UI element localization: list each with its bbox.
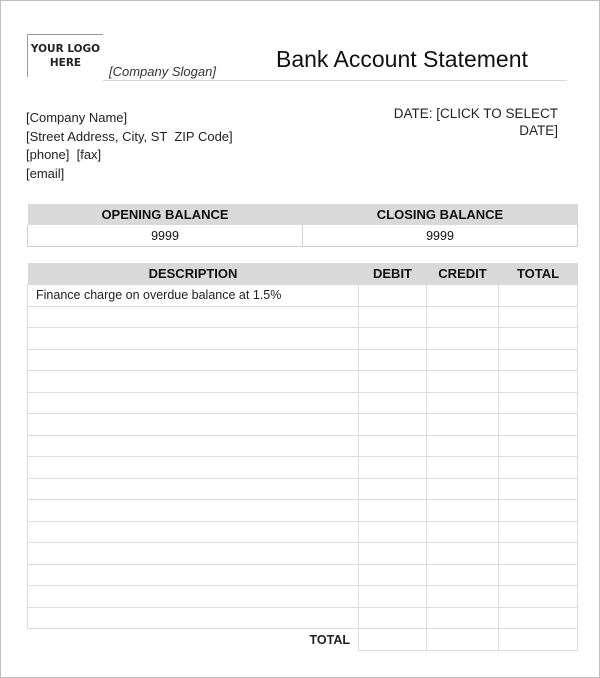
col-header-debit: DEBIT — [359, 263, 427, 285]
total-cell[interactable] — [499, 285, 578, 307]
total-cell[interactable] — [499, 414, 578, 436]
balance-table — [27, 204, 578, 247]
total-cell[interactable] — [499, 500, 578, 522]
credit-cell[interactable] — [427, 349, 499, 371]
description-cell[interactable] — [28, 414, 359, 436]
description-cell[interactable] — [28, 478, 359, 500]
description-cell[interactable] — [28, 521, 359, 543]
debit-cell[interactable] — [359, 371, 427, 393]
debit-cell[interactable] — [359, 607, 427, 629]
grand-total-debit[interactable] — [359, 629, 427, 651]
description-cell[interactable] — [28, 500, 359, 522]
description-cell[interactable] — [28, 349, 359, 371]
credit-cell[interactable] — [427, 414, 499, 436]
table-row — [28, 306, 578, 328]
table-row — [28, 564, 578, 586]
title-divider — [103, 80, 567, 81]
credit-cell[interactable] — [427, 435, 499, 457]
total-cell[interactable] — [499, 586, 578, 608]
description-cell[interactable] — [28, 457, 359, 479]
table-row — [28, 435, 578, 457]
credit-cell[interactable] — [427, 457, 499, 479]
description-cell[interactable] — [28, 586, 359, 608]
debit-cell[interactable] — [359, 564, 427, 586]
col-header-total: TOTAL — [499, 263, 578, 285]
debit-cell[interactable] — [359, 285, 427, 307]
debit-cell[interactable] — [359, 414, 427, 436]
transactions-table — [27, 263, 578, 651]
debit-cell[interactable] — [359, 306, 427, 328]
table-row — [28, 500, 578, 522]
debit-cell[interactable] — [359, 349, 427, 371]
credit-cell[interactable] — [427, 328, 499, 350]
debit-cell[interactable] — [359, 478, 427, 500]
street-address[interactable]: [Street Address, City, ST ZIP Code] — [26, 128, 233, 144]
debit-cell[interactable] — [359, 543, 427, 565]
date-label-line1: DATE: [CLICK TO SELECT — [393, 106, 558, 121]
total-cell[interactable] — [499, 306, 578, 328]
description-cell[interactable] — [28, 435, 359, 457]
table-row — [28, 586, 578, 608]
credit-cell[interactable] — [427, 306, 499, 328]
debit-cell[interactable] — [359, 392, 427, 414]
debit-cell[interactable] — [359, 435, 427, 457]
total-cell[interactable] — [499, 543, 578, 565]
description-cell[interactable] — [28, 564, 359, 586]
description-cell[interactable] — [28, 543, 359, 565]
credit-cell[interactable] — [427, 478, 499, 500]
credit-cell[interactable] — [427, 586, 499, 608]
company-address-block — [26, 109, 233, 183]
credit-cell[interactable] — [427, 543, 499, 565]
credit-cell[interactable] — [427, 392, 499, 414]
date-label-line2: DATE] — [519, 123, 558, 138]
table-row — [28, 328, 578, 350]
debit-cell[interactable] — [359, 500, 427, 522]
total-cell[interactable] — [499, 607, 578, 629]
credit-cell[interactable] — [427, 607, 499, 629]
credit-cell[interactable] — [427, 371, 499, 393]
grand-total-total[interactable] — [499, 629, 578, 651]
description-cell[interactable] — [28, 607, 359, 629]
date-picker-field[interactable] — [358, 105, 558, 139]
closing-balance-header: CLOSING BALANCE — [303, 204, 578, 225]
total-cell[interactable] — [499, 457, 578, 479]
table-row — [28, 392, 578, 414]
company-name[interactable]: [Company Name] — [26, 110, 128, 125]
credit-cell[interactable] — [427, 564, 499, 586]
credit-cell[interactable] — [427, 285, 499, 307]
credit-cell[interactable] — [427, 521, 499, 543]
opening-balance-value[interactable]: 9999 — [28, 225, 303, 247]
grand-total-label: TOTAL — [309, 632, 350, 647]
closing-balance-value[interactable]: 9999 — [303, 225, 578, 247]
debit-cell[interactable] — [359, 457, 427, 479]
description-cell[interactable] — [28, 392, 359, 414]
description-cell[interactable]: Finance charge on overdue balance at 1.5% — [28, 285, 359, 307]
table-header-row — [28, 263, 578, 285]
table-row — [28, 607, 578, 629]
table-row — [28, 457, 578, 479]
total-cell[interactable] — [499, 392, 578, 414]
page-title: Bank Account Statement — [276, 46, 528, 72]
description-cell[interactable] — [28, 328, 359, 350]
opening-balance-header: OPENING BALANCE — [28, 204, 303, 225]
logo-placeholder[interactable] — [27, 34, 103, 77]
table-row — [28, 414, 578, 436]
col-header-description: DESCRIPTION — [28, 263, 359, 285]
email[interactable]: [email] — [26, 165, 65, 181]
table-row — [28, 478, 578, 500]
table-row — [28, 371, 578, 393]
phone-fax[interactable]: [phone] [fax] — [26, 147, 102, 162]
grand-total-row — [28, 629, 578, 651]
table-row — [28, 521, 578, 543]
table-row — [28, 543, 578, 565]
total-cell[interactable] — [499, 349, 578, 371]
table-row — [28, 349, 578, 371]
total-cell[interactable] — [499, 435, 578, 457]
debit-cell[interactable] — [359, 328, 427, 350]
grand-total-credit[interactable] — [427, 629, 499, 651]
logo-text-line1: YOUR LOGO — [30, 43, 101, 55]
total-cell[interactable] — [499, 328, 578, 350]
credit-cell[interactable] — [427, 500, 499, 522]
debit-cell[interactable] — [359, 586, 427, 608]
col-header-credit: CREDIT — [427, 263, 499, 285]
description-cell[interactable] — [28, 371, 359, 393]
total-cell[interactable] — [499, 564, 578, 586]
debit-cell[interactable] — [359, 521, 427, 543]
description-cell[interactable] — [28, 306, 359, 328]
total-cell[interactable] — [499, 521, 578, 543]
table-row — [28, 285, 578, 307]
company-slogan[interactable]: [Company Slogan] — [109, 64, 216, 79]
logo-text-line2: HERE — [49, 57, 82, 69]
total-cell[interactable] — [499, 371, 578, 393]
total-cell[interactable] — [499, 478, 578, 500]
